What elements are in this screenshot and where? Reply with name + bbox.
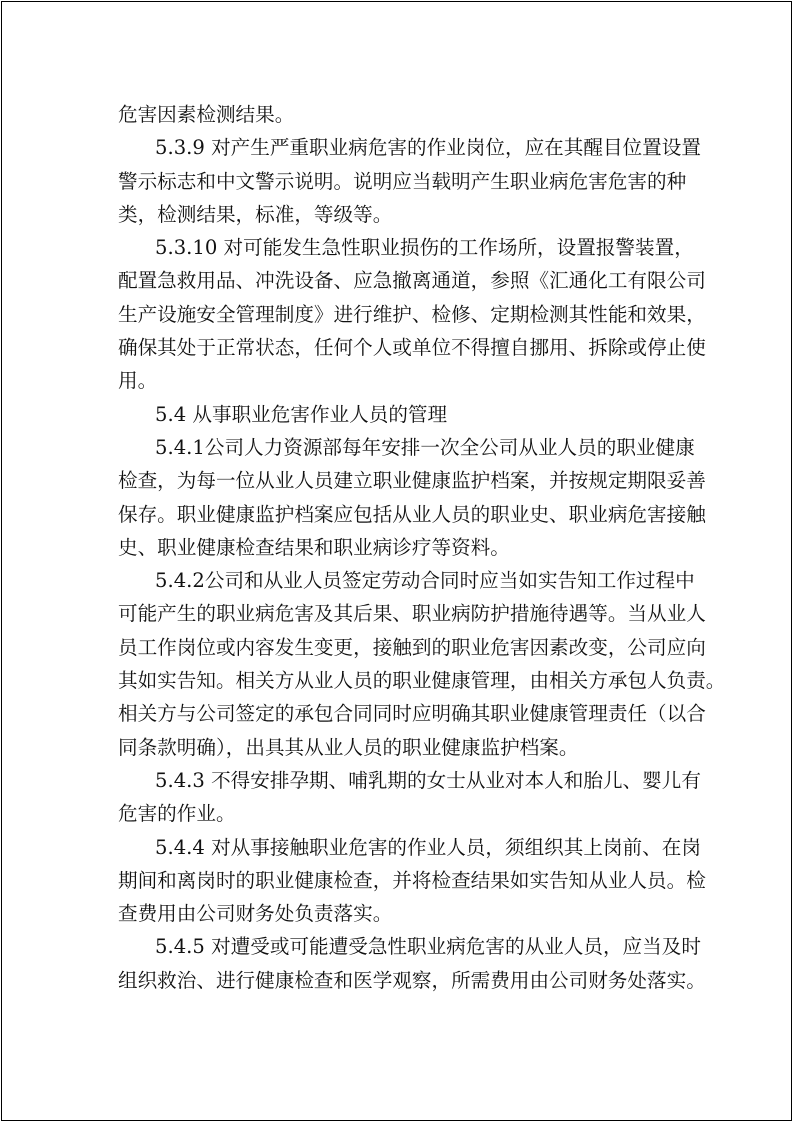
paragraph xyxy=(118,98,680,131)
text-line: 5.4.3 不得安排孕期、哺乳期的女士从业对本人和胎儿、婴儿有 xyxy=(155,768,701,792)
text-line: 其如实告知。相关方从业人员的职业健康管理，由相关方承包人负责。 xyxy=(118,669,726,693)
paragraph xyxy=(118,398,680,431)
text-line: 可能产生的职业病危害及其后果、职业病防护措施待遇等。当从业人 xyxy=(118,602,706,626)
text-line: 5.3.10 对可能发生急性职业损伤的工作场所，设置报警装置， xyxy=(155,236,694,260)
paragraph xyxy=(118,231,706,397)
text-line: 同条款明确），出具其从业人员的职业健康监护档案。 xyxy=(118,735,579,759)
text-line: 5.3.9 对产生严重职业病危害的作业岗位，应在其醒目位置设置 xyxy=(155,136,701,160)
paragraph xyxy=(118,930,706,997)
paragraph xyxy=(118,764,701,831)
text-line: 5.4.2公司和从业人员签定劳动合同时应当如实告知工作过程中 xyxy=(155,569,695,593)
paragraph xyxy=(118,831,706,931)
text-line: 生产设施安全管理制度》进行维护、检修、定期检测其性能和效果， xyxy=(118,302,706,326)
text-line: 期间和离岗时的职业健康检查，并将检查结果如实告知从业人员。检 xyxy=(118,868,706,892)
paragraph xyxy=(118,564,726,764)
text-line: 用。 xyxy=(118,369,158,393)
text-line: 警示标志和中文警示说明。说明应当载明产生职业病危害危害的种 xyxy=(118,169,687,193)
text-line: 5.4.4 对从事接触职业危害的作业人员，须组织其上岗前、在岗 xyxy=(155,835,701,859)
text-line: 确保其处于正常状态，任何个人或单位不得擅自挪用、拆除或停止使 xyxy=(118,336,706,360)
text-line: 保存。职业健康监护档案应包括从业人员的职业史、职业病危害接触 xyxy=(118,502,706,526)
text-line: 相关方与公司签定的承包合同同时应明确其职业健康管理责任（以合 xyxy=(118,702,706,726)
text-line: 5.4.5 对遭受或可能遭受急性职业病危害的从业人员，应当及时 xyxy=(155,935,701,959)
text-line: 类，检测结果，标准，等级等。 xyxy=(118,202,393,226)
text-line: 危害因素检测结果。 xyxy=(118,103,295,126)
text-line: 危害的作业。 xyxy=(118,802,236,826)
text-line: 配置急救用品、冲洗设备、应急撤离通道，参照《汇通化工有限公司 xyxy=(118,269,706,293)
document-body xyxy=(118,98,726,997)
text-line: 史、职业健康检查结果和职业病诊疗等资料。 xyxy=(118,535,510,559)
paragraph xyxy=(118,131,701,231)
text-line: 检查，为每一位从业人员建立职业健康监护档案，并按规定期限妥善 xyxy=(118,469,706,493)
paragraph xyxy=(118,431,706,564)
text-line: 组织救治、进行健康检查和医学观察，所需费用由公司财务处落实。 xyxy=(118,968,706,992)
text-line: 5.4.1公司人力资源部每年安排一次全公司从业人员的职业健康 xyxy=(155,435,695,459)
text-line: 5.4 从事职业危害作业人员的管理 xyxy=(155,402,448,426)
text-line: 查费用由公司财务处负责落实。 xyxy=(118,902,393,926)
text-line: 员工作岗位或内容发生变更，接触到的职业危害因素改变，公司应向 xyxy=(118,635,706,659)
